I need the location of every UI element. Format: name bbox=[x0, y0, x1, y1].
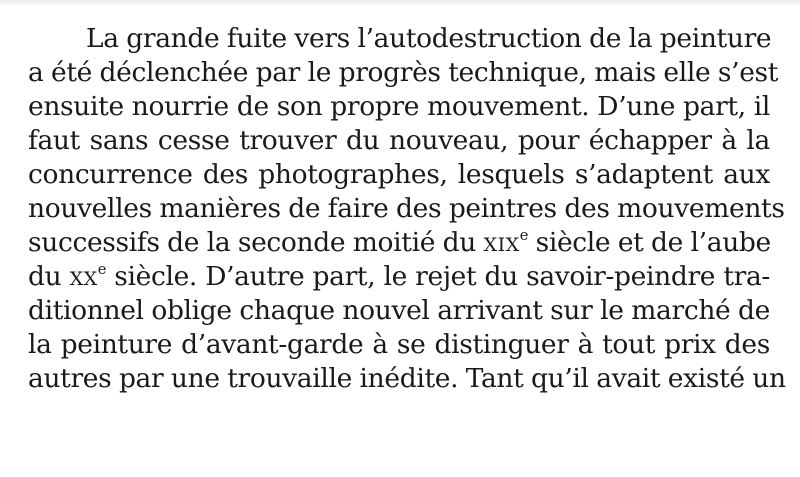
century-numeral-20: XX bbox=[69, 268, 98, 290]
text-line-10: la peinture d’avant-garde à se distinguer à tout prix des bbox=[28, 329, 770, 360]
text-line-7-end: siècle et de l’aube bbox=[528, 227, 771, 258]
text-line-6: nouvelles manières de faire des peintres des mouvements bbox=[28, 193, 785, 224]
text-line-7-start: successifs de la seconde moitié du bbox=[28, 227, 476, 258]
text-line-11: autres par une trouvaille inédite. Tant qu’il avait existé un bbox=[28, 363, 786, 394]
text-line-8-end: siècle. D’autre part, le rejet du savoir-peindre tra- bbox=[106, 261, 771, 292]
text-line-3: ensuite nourrie de son propre mouvement. D’une part, il bbox=[28, 91, 770, 122]
text-line-7 bbox=[28, 226, 770, 260]
text-line-5: concurrence des photographes, lesquels s’adaptent aux bbox=[28, 159, 770, 190]
text-line-4: faut sans cesse trouver du nouveau, pour échapper à la bbox=[28, 125, 770, 156]
page-top-edge bbox=[0, 0, 800, 6]
text-line-9: ditionnel oblige chaque nouvel arrivant sur le marché de bbox=[28, 295, 770, 326]
body-paragraph bbox=[28, 22, 786, 396]
century-superscript-19: e bbox=[519, 227, 529, 245]
text-line-1: La grande fuite vers l’autodestruction de la peinture bbox=[86, 23, 772, 54]
century-numeral-19: XIX bbox=[483, 234, 520, 256]
text-line-2: a été déclenchée par le progrès technique, mais elle s’est bbox=[28, 57, 779, 88]
text-line-8 bbox=[28, 260, 770, 294]
text-line-8-start: du bbox=[28, 261, 62, 292]
century-superscript-20: e bbox=[97, 261, 107, 279]
